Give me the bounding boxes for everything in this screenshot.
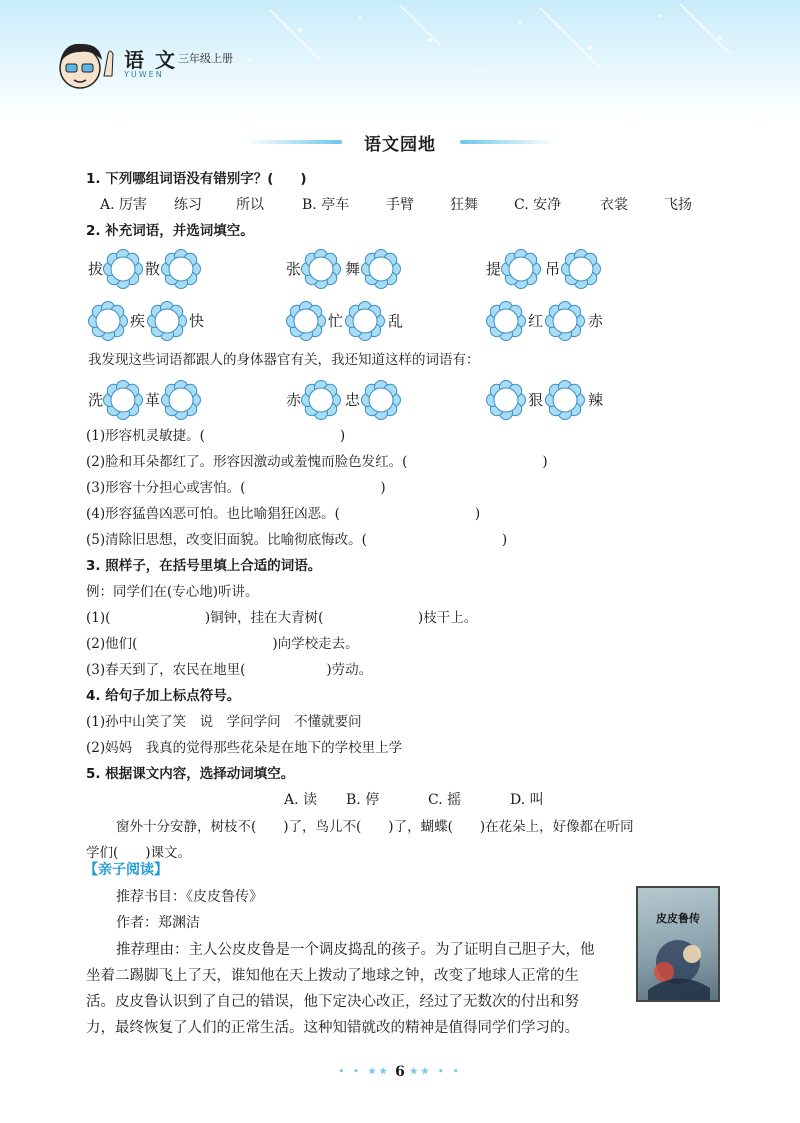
- flower-blank[interactable]: [147, 301, 187, 341]
- book-cover-art: [638, 888, 718, 1000]
- flower-blank[interactable]: [545, 301, 585, 341]
- flower-blank[interactable]: [301, 249, 341, 289]
- question-5-title: 5. 根据课文内容，选择动词填空。: [86, 766, 295, 782]
- idiom-char: 狠: [528, 391, 544, 409]
- idiom-char: 张: [286, 260, 302, 278]
- mascot-icon: [52, 36, 122, 96]
- q1-option: 练习: [174, 197, 202, 213]
- q1-option: B. 亭车: [302, 197, 350, 213]
- q1-option: C. 安净: [514, 197, 562, 213]
- flower-blank[interactable]: [161, 249, 201, 289]
- q3-item: (3)春天到了，农民在地里( )劳动。: [86, 662, 373, 678]
- q4-item: (1)孙中山笑了笑 说 学问学问 不懂就要问: [86, 714, 362, 730]
- book-author: 作者：郑渊洁: [116, 915, 200, 931]
- flower-blank[interactable]: [361, 380, 401, 420]
- idiom-char: 红: [528, 312, 544, 330]
- grade-label: 三年级上册: [178, 52, 233, 65]
- discovery-text: 我发现这些词语都跟人的身体器官有关，我还知道这样的词语有：: [88, 352, 480, 368]
- idiom-char: 吊: [545, 260, 561, 278]
- idiom-char: 辣: [588, 391, 604, 409]
- q5-sentence-line1: 窗外十分安静，树枝不( )了，鸟儿不( )了，蝴蝶( )在花朵上，好像都在听同: [116, 819, 634, 835]
- flower-blank[interactable]: [301, 380, 341, 420]
- book-cover-title: 皮皮鲁传: [656, 912, 700, 925]
- flower-blank[interactable]: [361, 249, 401, 289]
- flower-blank[interactable]: [545, 380, 585, 420]
- q5-option: B. 停: [346, 792, 380, 808]
- q3-item: (2)他们( )向学校走去。: [86, 636, 359, 652]
- idiom-char: 赤: [588, 312, 604, 330]
- page-number: 6: [395, 1064, 405, 1080]
- idiom-char: 洗: [88, 391, 104, 409]
- subject-pinyin: YUWEN: [124, 70, 164, 79]
- flower-blank[interactable]: [161, 380, 201, 420]
- idiom-char: 革: [145, 391, 161, 409]
- idiom-char: 忠: [345, 391, 361, 409]
- star-decoration-icon: • • ★★: [338, 1067, 391, 1077]
- book-cover-image: [636, 886, 720, 1002]
- q2-item: (2)脸和耳朵都红了。形容因激动或羞愧而脸色发红。( ): [86, 454, 548, 470]
- flower-blank[interactable]: [486, 380, 526, 420]
- question-4-title: 4. 给句子加上标点符号。: [86, 688, 241, 704]
- idiom-char: 赤: [286, 391, 302, 409]
- q5-option: C. 摇: [428, 792, 462, 808]
- idiom-char: 疾: [130, 312, 146, 330]
- flower-blank[interactable]: [103, 380, 143, 420]
- question-2-title: 2. 补充词语，并选词填空。: [86, 223, 254, 239]
- q3-item: (1)( )铜钟，挂在大青树( )枝干上。: [86, 610, 478, 626]
- q3-example: 例：同学们在(专心地)听讲。: [86, 584, 259, 600]
- q1-option: 所以: [236, 197, 264, 213]
- recommendation-reason: 活。皮皮鲁认识到了自己的错误，他下定决心改正，经过了无数次的付出和努: [86, 994, 579, 1010]
- header-band: [0, 0, 800, 120]
- flower-blank[interactable]: [486, 301, 526, 341]
- q1-option: A. 厉害: [100, 197, 148, 213]
- flower-blank[interactable]: [501, 249, 541, 289]
- idiom-char: 拔: [88, 260, 104, 278]
- q4-item: (2)妈妈 我真的觉得那些花朵是在地下的学校里上学: [86, 740, 403, 756]
- recommendation-reason: 力，最终恢复了人们的正常生活。这种知错就改的精神是值得同学们学习的。: [86, 1020, 579, 1036]
- reading-tag: 【亲子阅读】: [84, 862, 168, 878]
- q2-item: (3)形容十分担心或害怕。( ): [86, 480, 386, 496]
- flower-blank[interactable]: [286, 301, 326, 341]
- idiom-char: 舞: [345, 260, 361, 278]
- page-footer: [0, 1064, 800, 1080]
- q1-option: 衣裳: [600, 197, 628, 213]
- flower-blank[interactable]: [345, 301, 385, 341]
- title-bar-right: [460, 140, 556, 144]
- subject-label: 语 文: [124, 48, 177, 72]
- idiom-char: 乱: [388, 312, 404, 330]
- q5-option: A. 读: [284, 792, 318, 808]
- question-1-title: 1. 下列哪组词语没有错别字？( ): [86, 171, 307, 187]
- flower-blank[interactable]: [561, 249, 601, 289]
- recommendation-reason: 推荐理由：主人公皮皮鲁是一个调皮捣乱的孩子。为了证明自己胆子大，他: [116, 942, 595, 958]
- q5-option: D. 叫: [510, 792, 544, 808]
- idiom-char: 散: [145, 260, 161, 278]
- q2-item: (1)形容机灵敏捷。( ): [86, 428, 346, 444]
- idiom-char: 快: [189, 312, 205, 330]
- q2-item: (4)形容猛兽凶恶可怕。也比喻猖狂凶恶。( ): [86, 506, 481, 522]
- section-title: 语文园地: [364, 135, 436, 155]
- q1-option: 飞扬: [664, 197, 692, 213]
- q1-option: 手臂: [386, 197, 414, 213]
- recommendation-reason: 坐着二踢脚飞上了天，谁知他在天上拨动了地球之钟，改变了地球人正常的生: [86, 968, 579, 984]
- idiom-char: 忙: [328, 312, 344, 330]
- q1-option: 狂舞: [450, 197, 478, 213]
- flower-blank[interactable]: [88, 301, 128, 341]
- flower-blank[interactable]: [103, 249, 143, 289]
- idiom-char: 提: [486, 260, 502, 278]
- q5-sentence-line2: 学们( )课文。: [86, 845, 192, 861]
- question-3-title: 3. 照样子，在括号里填上合适的词语。: [86, 558, 322, 574]
- q2-item: (5)清除旧思想，改变旧面貌。比喻彻底悔改。( ): [86, 532, 508, 548]
- star-decoration-icon: ★★ • •: [409, 1067, 462, 1077]
- recommended-book: 推荐书目：《皮皮鲁传》: [116, 889, 263, 905]
